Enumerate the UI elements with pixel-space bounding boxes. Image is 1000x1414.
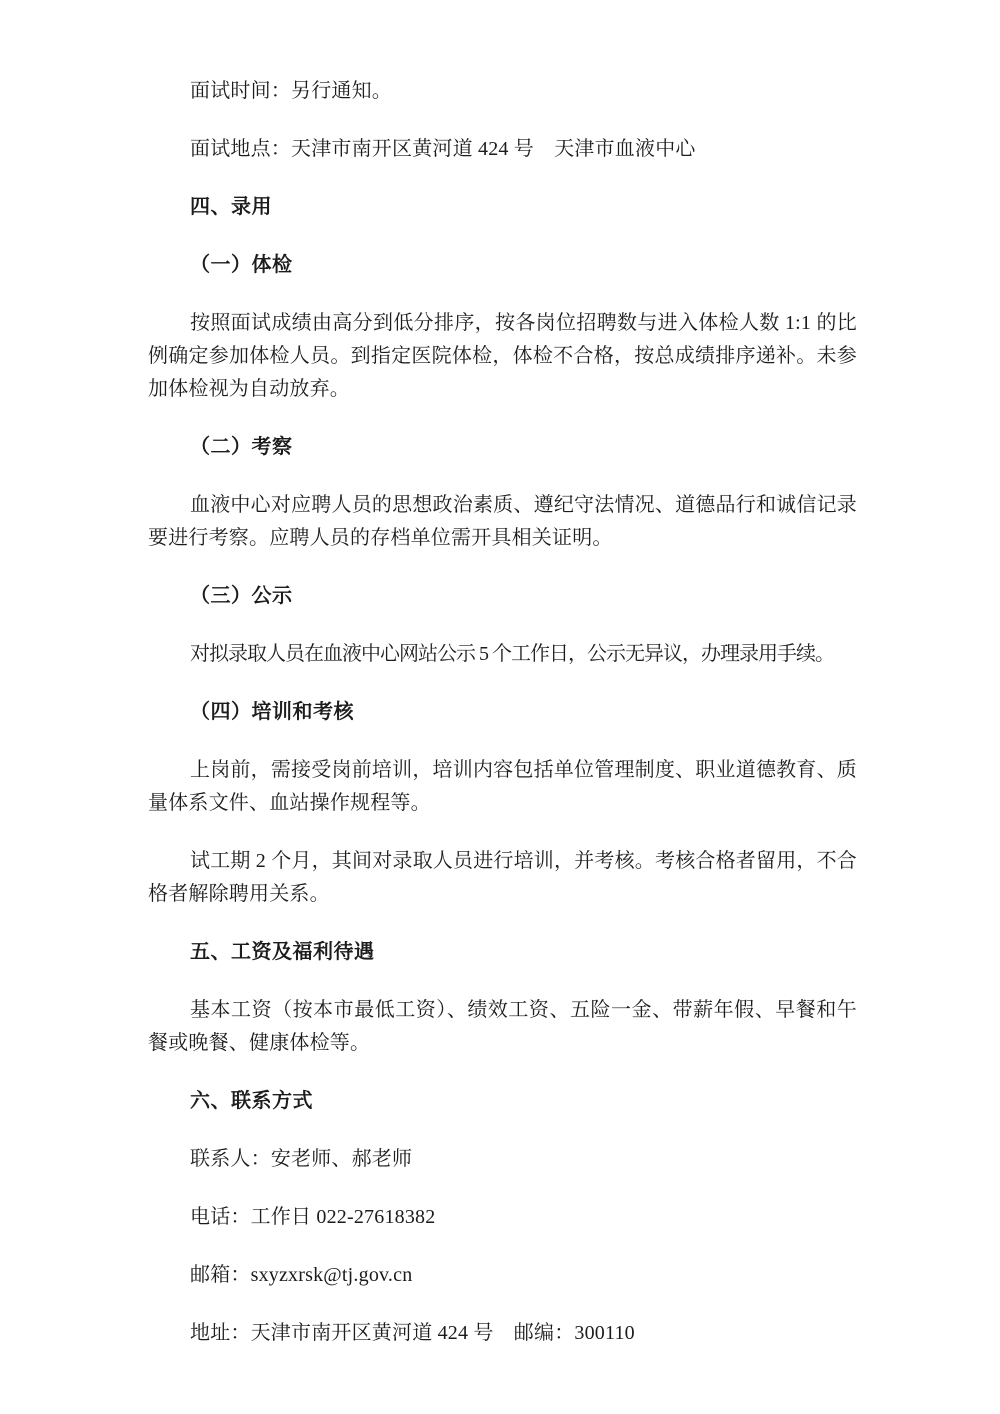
paragraph-pre-job-training: 上岗前，需接受岗前培训，培训内容包括单位管理制度、职业道德教育、质量体系文件、血站操作规程等。 — [148, 759, 857, 814]
subsection-heading-publicity: （三）公示 — [190, 585, 293, 607]
subsection-heading-training-assessment: （四）培训和考核 — [190, 701, 354, 723]
paragraph-salary-benefits: 基本工资（按本市最低工资）、绩效工资、五险一金、带薪年假、早餐和午餐或晚餐、健康体检等。 — [148, 999, 857, 1054]
subsection-heading-inspection: （二）考察 — [190, 436, 293, 458]
paragraph-inspection: 血液中心对应聘人员的思想政治素质、遵纪守法情况、道德品行和诚信记录要进行考察。应聘人员的存档单位需开具相关证明。 — [148, 494, 857, 549]
section-heading-recruitment: 四、录用 — [190, 196, 272, 218]
contact-phone-line: 电话：工作日 022-27618382 — [190, 1206, 436, 1228]
contact-person-line: 联系人：安老师、郝老师 — [190, 1148, 413, 1170]
section-heading-salary-benefits: 五、工资及福利待遇 — [190, 941, 375, 963]
interview-time-line: 面试时间：另行通知。 — [190, 80, 392, 102]
subsection-heading-physical-exam: （一）体检 — [190, 254, 293, 276]
paragraph-probation-period: 试工期 2 个月，其间对录取人员进行培训，并考核。考核合格者留用，不合格者解除聘用关系。 — [148, 850, 857, 905]
interview-location-line: 面试地点：天津市南开区黄河道 424 号 天津市血液中心 — [190, 138, 696, 160]
paragraph-physical-exam: 按照面试成绩由高分到低分排序，按各岗位招聘数与进入体检人数 1:1 的比例确定参加体检人员。到指定医院体检，体检不合格，按总成绩排序递补。未参加体检视为自动放弃。 — [148, 312, 857, 400]
paragraph-publicity: 对拟录取人员在血液中心网站公示 5 个工作日，公示无异议，办理录用手续。 — [190, 643, 834, 665]
contact-address-line: 地址：天津市南开区黄河道 424 号 邮编：300110 — [190, 1322, 635, 1344]
section-heading-contact: 六、联系方式 — [190, 1090, 313, 1112]
contact-email-line: 邮箱：sxyzxrsk@tj.gov.cn — [190, 1264, 413, 1286]
